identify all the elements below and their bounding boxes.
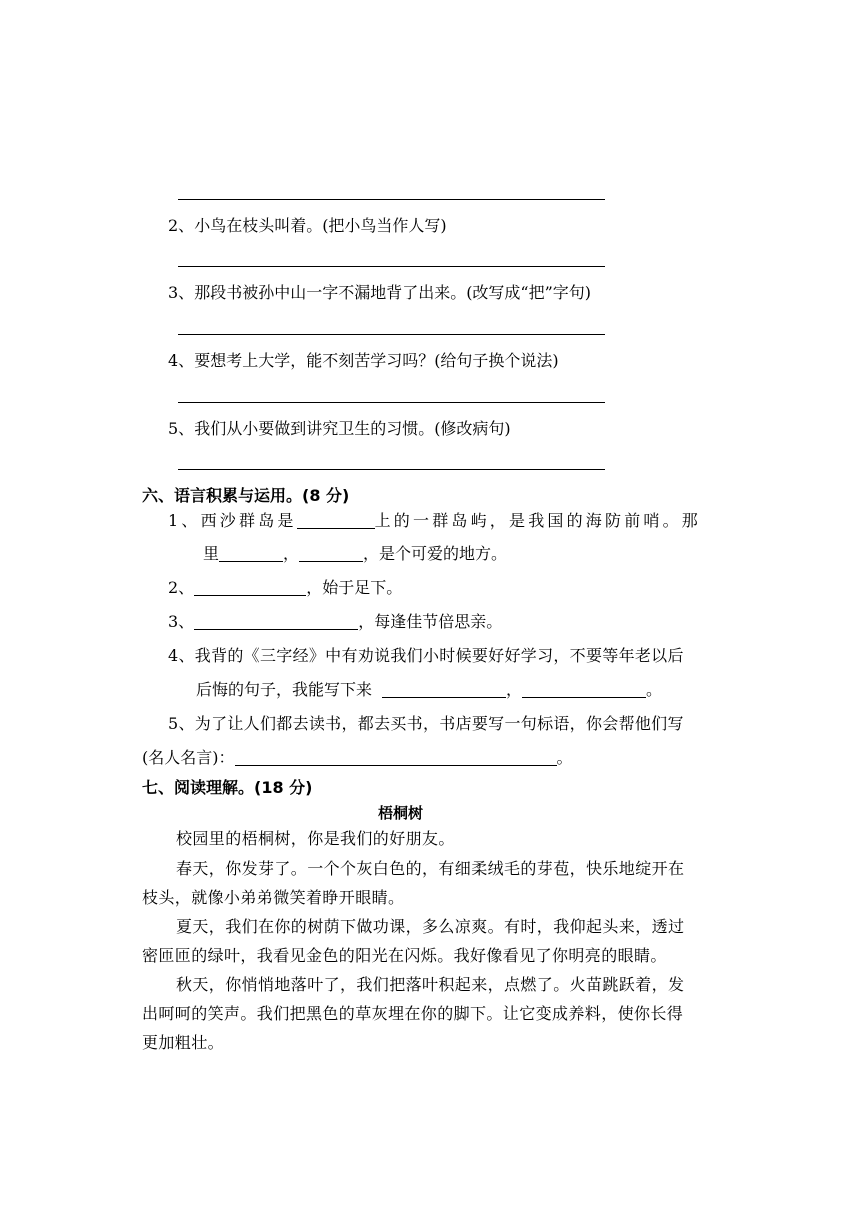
passage-paragraph-4-cont: 出呵呵的笑声。我们把黑色的草灰埋在你的脚下。让它变成养料，使你长得 — [142, 1004, 684, 1023]
fill-item-1-cont: 里 ， ，是个可爱的地方。 — [203, 544, 508, 563]
passage-paragraph-4: 秋天，你悄悄地落叶了，我们把落叶积起来，点燃了。火苗跳跃着，发 — [176, 975, 685, 994]
blank-field[interactable] — [297, 512, 375, 529]
item-text: 要想考上大学，能不刻苦学习吗？(给句子换个说法) — [194, 351, 559, 370]
fill-item-1: 1、西沙群岛是 上的一群岛屿，是我国的海防前哨。那 — [168, 511, 702, 530]
fill-item-5-cont: (名人名言)： 。 — [142, 748, 573, 767]
fill-item-3: 3、 ，每逢佳节倍思亲。 — [168, 612, 503, 631]
item-text: 小鸟在枝头叫着。(把小鸟当作人写) — [194, 216, 447, 235]
rewrite-item-2 — [168, 216, 447, 236]
passage-paragraph-2-cont: 枝头，就像小弟弟微笑着睁开眼睛。 — [142, 888, 405, 907]
fill-item-2: 2、 ，始于足下。 — [168, 578, 403, 597]
blank-field[interactable] — [299, 545, 363, 562]
fill-item-4: 4、我背的《三字经》中有劝说我们小时候要好好学习，不要等年老以后 — [168, 646, 684, 665]
answer-line-1[interactable] — [178, 199, 605, 200]
blank-field[interactable] — [382, 681, 506, 698]
answer-line-5[interactable] — [178, 469, 605, 470]
item-text: 我们从小要做到讲究卫生的习惯。(修改病句) — [194, 419, 511, 438]
blank-field[interactable] — [194, 613, 358, 630]
answer-line-2[interactable] — [178, 266, 605, 267]
item-number: 4、 — [168, 351, 195, 370]
blank-field[interactable] — [235, 749, 557, 766]
answer-line-3[interactable] — [178, 334, 605, 335]
passage-title: 梧桐树 — [378, 804, 424, 822]
fill-item-4-cont: 后悔的句子，我能写下来 ， 。 — [196, 680, 663, 699]
item-text: 那段书被孙中山一字不漏地背了出来。(改写成“把”字句) — [194, 283, 592, 302]
item-number: 5、 — [168, 419, 195, 438]
rewrite-item-5 — [168, 419, 511, 439]
section-six-heading: 六、语言积累与运用。(8 分) — [142, 486, 350, 505]
passage-paragraph-3-cont: 密匝匝的绿叶，我看见金色的阳光在闪烁。我好像看见了你明亮的眼睛。 — [142, 946, 667, 965]
item-number: 3、 — [168, 283, 195, 302]
item-number: 2、 — [168, 216, 195, 235]
passage-paragraph-2: 春天，你发芽了。一个个灰白色的，有细柔绒毛的芽苞，快乐地绽开在 — [176, 859, 685, 878]
fill-item-5: 5、为了让人们都去读书，都去买书，书店要写一句标语，你会帮他们写 — [168, 714, 684, 733]
section-seven-heading: 七、阅读理解。(18 分) — [142, 778, 313, 797]
answer-line-4[interactable] — [178, 402, 605, 403]
blank-field[interactable] — [522, 681, 646, 698]
passage-paragraph-4-end: 更加粗壮。 — [142, 1033, 225, 1052]
passage-paragraph-1: 校园里的梧桐树，你是我们的好朋友。 — [176, 829, 455, 848]
passage-paragraph-3: 夏天，我们在你的树荫下做功课，多么凉爽。有时，我仰起头来，透过 — [176, 917, 685, 936]
blank-field[interactable] — [219, 545, 283, 562]
rewrite-item-4 — [168, 351, 559, 371]
blank-field[interactable] — [194, 579, 306, 596]
rewrite-item-3 — [168, 283, 591, 303]
